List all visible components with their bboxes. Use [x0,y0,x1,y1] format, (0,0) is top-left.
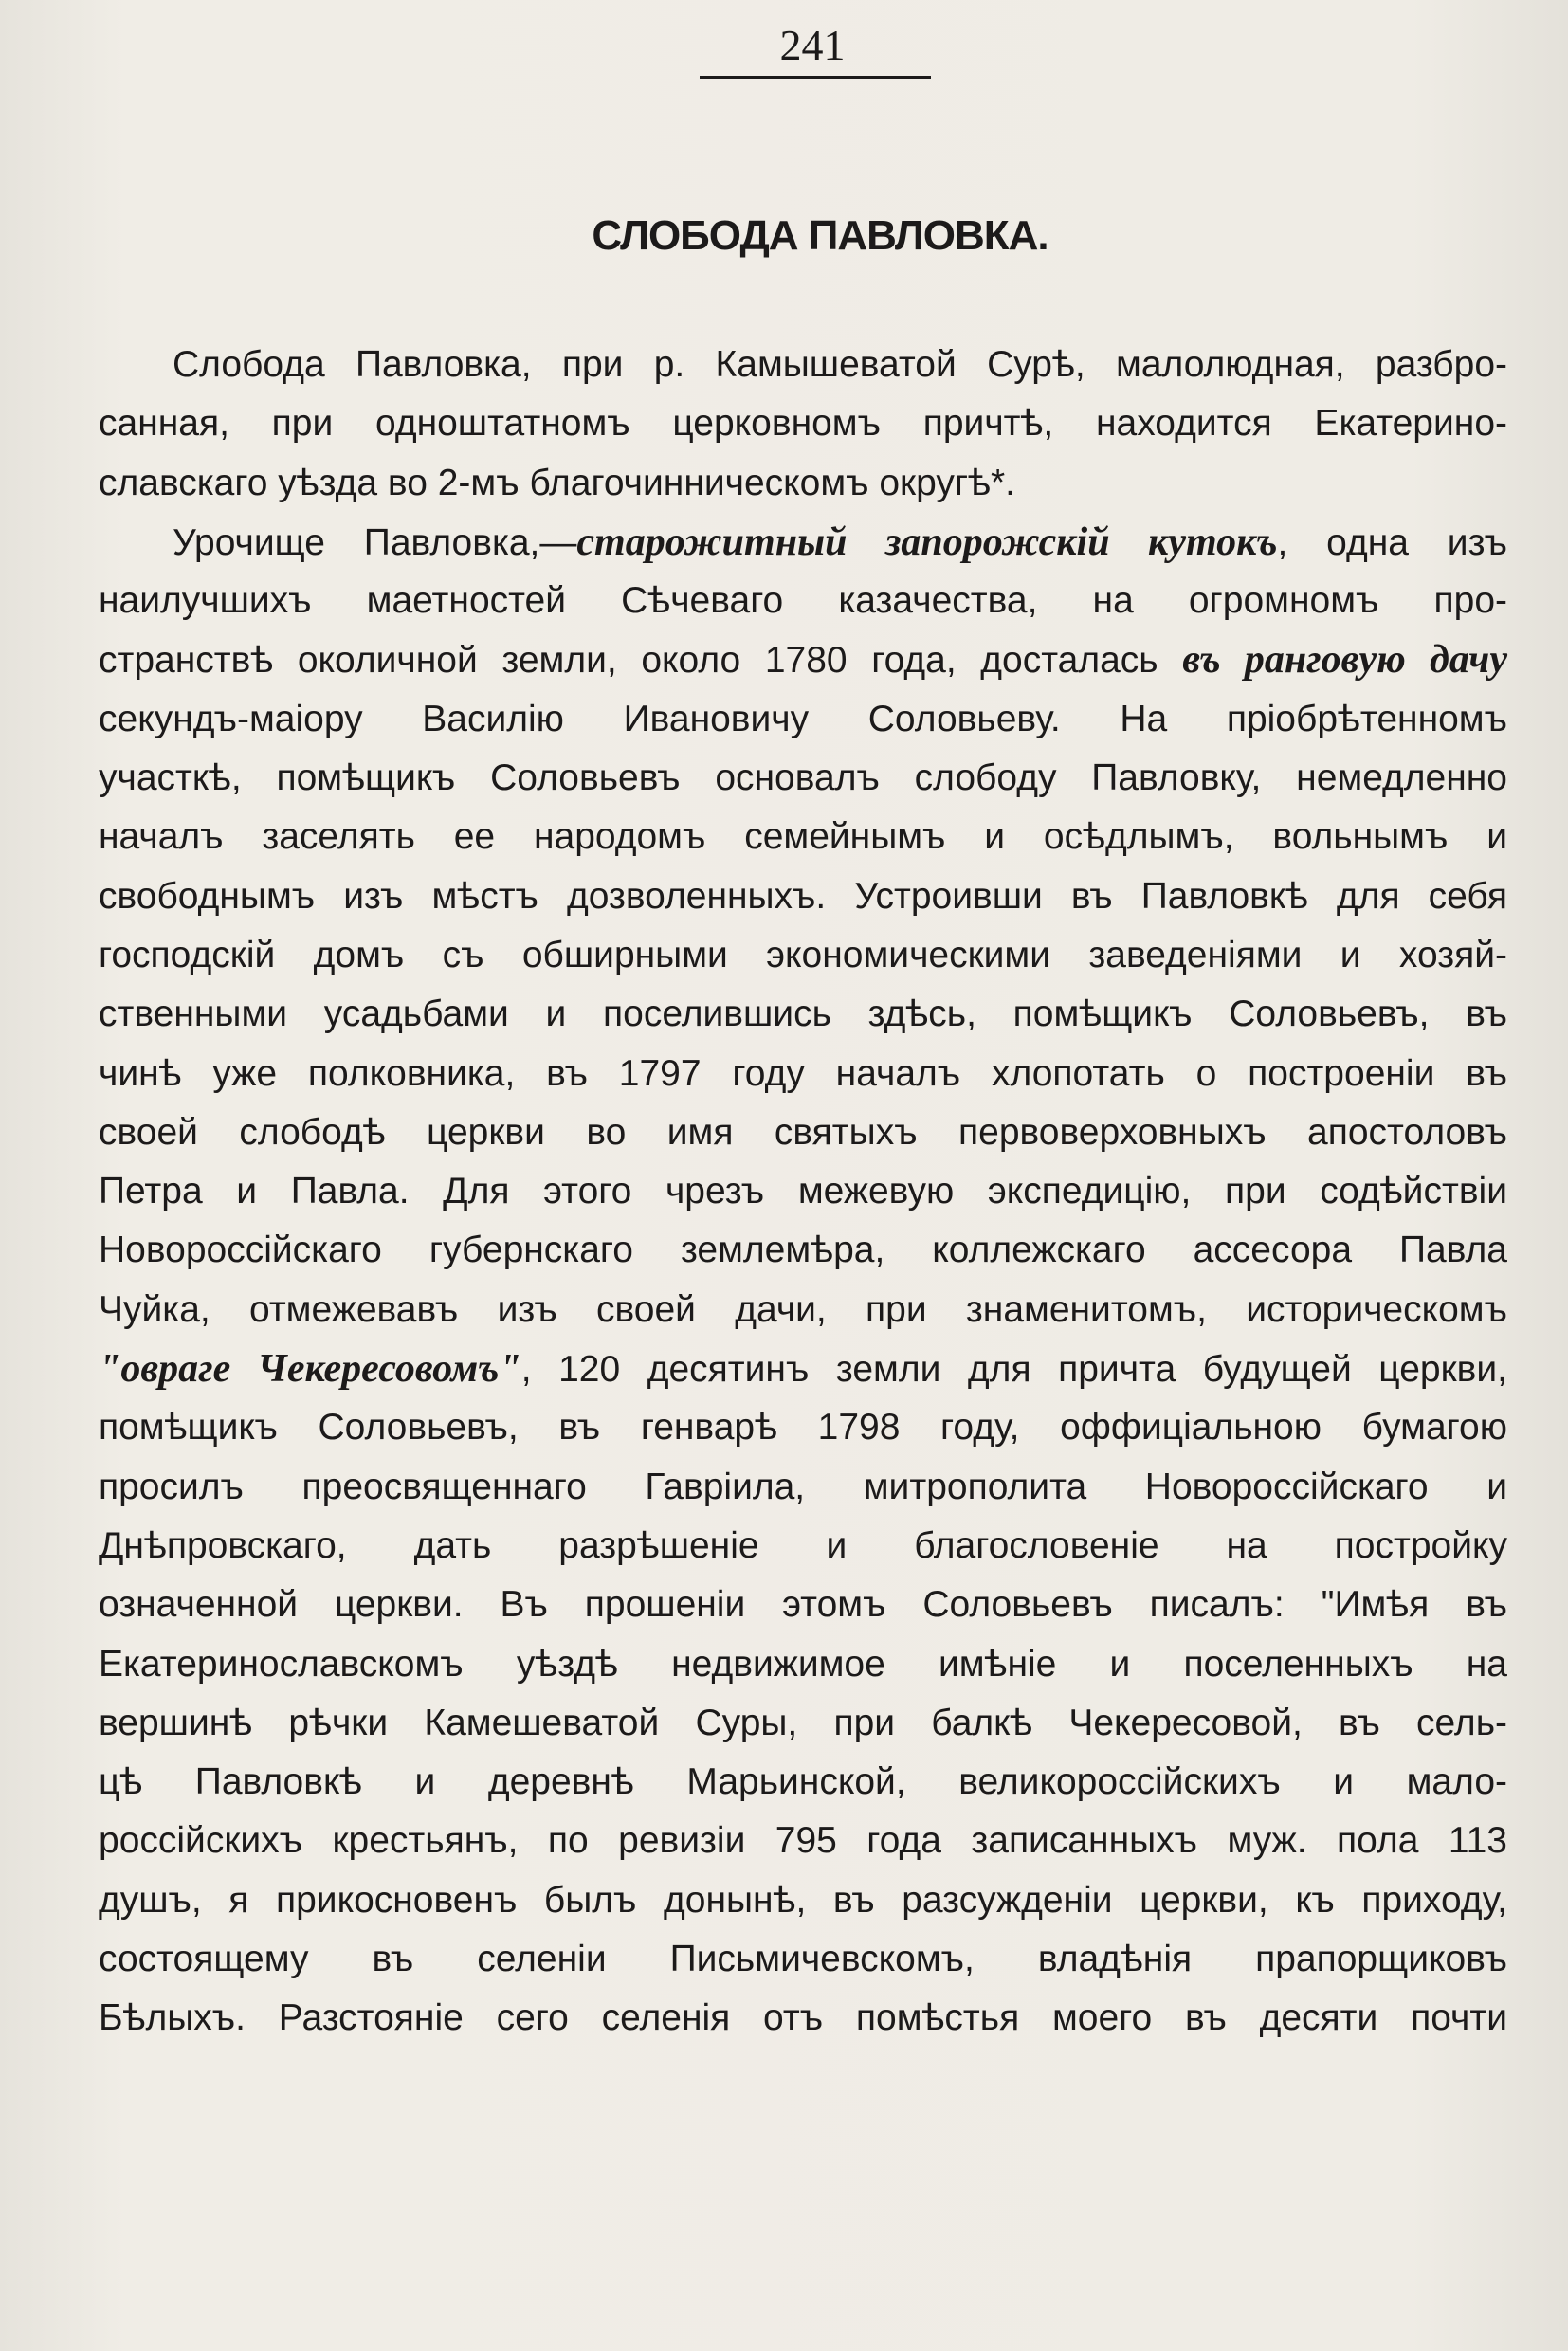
text-segment: чинѣ уже полковника, въ 1797 году началъ хлопотать о построеніи въ [99,1052,1507,1094]
text-line [99,1753,1507,1812]
text-segment: Екатеринославскомъ уѣздѣ недвижимое имѣніе и поселенныхъ на [99,1643,1507,1685]
text-segment: своей слободѣ церкви во имя святыхъ первоверховныхъ апостоловъ [99,1111,1507,1153]
page-number-rule [700,76,931,79]
text-segment: странствѣ околичной земли, около 1780 года, досталась [99,640,1183,682]
text-line [99,572,1507,630]
text-line [99,1871,1507,1930]
text-line [99,394,1507,453]
text-segment: наилучшихъ маетностей Сѣчеваго казачества, на огромномъ про- [99,580,1507,622]
text-segment: Слобода Павловка, при р. Камышеватой Сурѣ, малолюдная, разбро- [173,344,1507,385]
page-number: 241 [779,21,846,69]
text-line [99,1221,1507,1280]
text-line [99,749,1507,808]
text-line [99,1635,1507,1694]
text-segment: , одна изъ [1277,521,1507,563]
text-segment: россійскихъ крестьянъ, по ревизіи 795 года записанныхъ муж. пола 113 [99,1820,1507,1862]
text-segment: ственными усадьбами и поселившись здѣсь, помѣщикъ Соловьевъ, въ [99,993,1507,1035]
text-segment: помѣщикъ Соловьевъ, въ генварѣ 1798 году, оффиціальною бумагою [99,1407,1507,1449]
text-segment: душъ, я прикосновенъ былъ донынѣ, въ разсужденіи церкви, къ приходу, [99,1879,1507,1921]
text-line [99,926,1507,985]
text-segment: Бѣлыхъ. Разстояніе сего селенія отъ помѣстья моего въ десяти почти [99,1997,1507,2039]
text-segment: цѣ Павловкѣ и деревнѣ Марьинской, великороссійскихъ и мало- [99,1761,1507,1803]
body-text [99,336,1507,2049]
text-segment: означенной церкви. Въ прошеніи этомъ Соловьевъ писалъ: "Имѣя въ [99,1584,1507,1626]
text-line [99,1517,1507,1576]
text-segment: Петра и Павла. Для этого чрезъ межевую экспедицію, при содѣйствіи [99,1171,1507,1212]
text-segment: , 120 десятинъ земли для причта будущей церкви, [520,1349,1507,1391]
text-segment: вершинѣ рѣчки Камешеватой Суры, при балкѣ Чекересовой, въ сель- [99,1702,1507,1743]
text-line [99,630,1507,689]
text-segment: участкѣ, помѣщикъ Соловьевъ основалъ слободу Павловку, немедленно [99,757,1507,799]
text-line [99,1989,1507,2048]
text-segment: Новороссійскаго губернскаго землемѣра, коллежскаго ассесора Павла [99,1230,1507,1271]
chapter-title: СЛОБОДА ПАВЛОВКА. [592,212,1048,259]
text-segment: Чуйка, отмежевавъ изъ своей дачи, при знаменитомъ, историческомъ [99,1288,1507,1330]
text-segment: свободнымъ изъ мѣстъ дозволенныхъ. Устроивши въ Павловкѣ для себя [99,875,1507,917]
text-line [99,513,1507,572]
text-line [99,1812,1507,1870]
text-line [99,1103,1507,1162]
text-segment: Днѣпровскаго, дать разрѣшеніе и благословеніе на постройку [99,1524,1507,1566]
text-line [99,808,1507,866]
text-line [99,336,1507,394]
text-line [99,985,1507,1044]
text-line [99,690,1507,749]
text-segment: секундъ-маіору Василію Ивановичу Соловьеву. На пріобрѣтенномъ [99,698,1507,739]
text-line [99,1694,1507,1753]
text-line [99,1398,1507,1457]
text-line [99,1340,1507,1398]
emphasized-text: "овраге Чекересовомъ" [99,1347,521,1392]
text-line [99,1162,1507,1221]
text-line [99,1458,1507,1517]
text-segment: началъ заселять ее народомъ семейнымъ и осѣдлымъ, вольнымъ и [99,816,1507,858]
text-segment: санная, при одноштатномъ церковномъ причтѣ, находится Екатерино- [99,403,1507,445]
text-segment: господскій домъ съ обширными экономическими заведеніями и хозяй- [99,934,1507,975]
text-line [99,454,1507,513]
text-segment: просилъ преосвященнаго Гавріила, митрополита Новороссійскаго и [99,1466,1507,1507]
text-line [99,1281,1507,1340]
text-line [99,1930,1507,1989]
text-segment: славскаго уѣзда во 2-мъ благочинническомъ округѣ*. [99,462,1016,503]
text-line [99,1045,1507,1103]
text-line [99,1576,1507,1634]
text-line [99,867,1507,926]
emphasized-text: въ ранговую дачу [1182,638,1507,683]
emphasized-text: старожитный запорожскій кутокъ [576,519,1278,564]
text-segment: Урочище Павловка,— [173,521,577,563]
text-segment: состоящему въ селеніи Письмичевскомъ, владѣнія прапорщиковъ [99,1939,1507,1980]
